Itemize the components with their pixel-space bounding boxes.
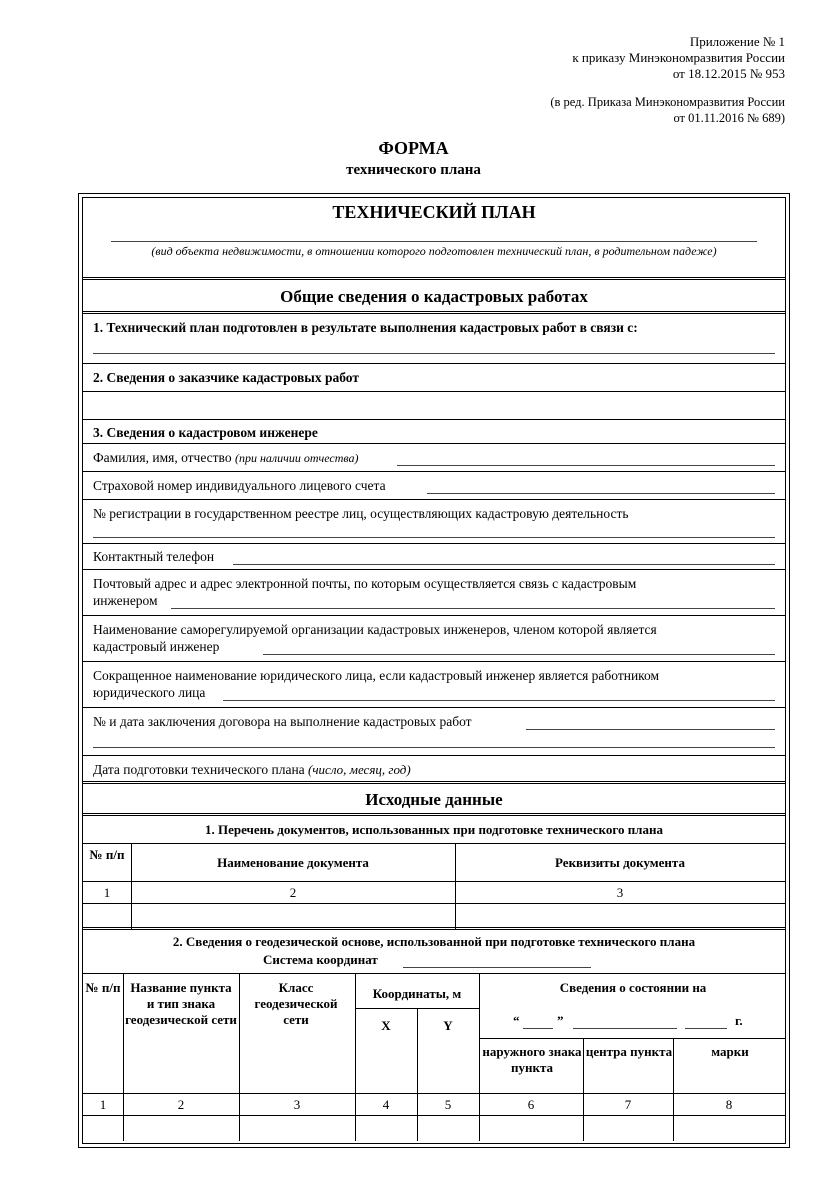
- engineer-label: 3. Сведения о кадастровом инженере: [93, 425, 318, 440]
- geo-num-divider-78: [673, 1094, 674, 1116]
- sro-field[interactable]: [263, 654, 775, 655]
- geo-num-6: 6: [527, 1097, 535, 1112]
- docs-numbers-row: [83, 882, 785, 904]
- geo-col-y: Y: [443, 1018, 453, 1033]
- docs-col-details: Реквизиты документа: [555, 855, 685, 870]
- address-label-cont: инженером: [93, 593, 158, 608]
- geo-title: 2. Сведения о геодезической основе, использованной при подготовке технического плана: [172, 934, 696, 949]
- general-section-header: [83, 280, 785, 314]
- state-year-label: г.: [735, 1013, 743, 1028]
- object-type-hint: (вид объекта недвижимости, в отношении которого подготовлен технический план, в родительном падеже): [151, 244, 717, 258]
- docs-col-name: Наименование документа: [217, 855, 369, 870]
- geo-numbers-row: [83, 1094, 785, 1116]
- state-month-field[interactable]: [573, 1028, 677, 1029]
- source-section-header: [83, 784, 785, 816]
- geo-num-divider-xy: [417, 1094, 418, 1116]
- state-date-close: ”: [557, 1013, 564, 1028]
- docs-divider-1: [131, 844, 132, 930]
- state-day-field[interactable]: [523, 1028, 553, 1029]
- appendix-note: [572, 34, 785, 82]
- registry-row: [83, 500, 785, 544]
- plan-title-block: [83, 198, 785, 280]
- state-year-field[interactable]: [685, 1028, 727, 1029]
- address-label: Почтовый адрес и адрес электронной почты, по которым осуществляется связь с кадастровым: [93, 576, 637, 591]
- docs-num-2: 2: [289, 885, 297, 900]
- geo-divider-2: [239, 974, 240, 1141]
- docs-empty-row[interactable]: [83, 904, 785, 930]
- fio-text: Фамилия, имя, отчество: [93, 450, 232, 465]
- geo-col-outer: наружного знака пункта: [482, 1044, 582, 1075]
- geo-divider-4: [479, 974, 480, 1141]
- org-field[interactable]: [223, 700, 775, 701]
- org-label: Сокращенное наименование юридического лица, если кадастровый инженер является работником: [93, 668, 660, 683]
- docs-title-row: [83, 816, 785, 844]
- geo-num-1: 1: [99, 1097, 107, 1112]
- geo-title-row: [83, 930, 785, 974]
- registry-label: № регистрации в государственном реестре лиц, осуществляющих кадастровую деятельность: [93, 506, 629, 521]
- phone-label: Контактный телефон: [93, 549, 215, 564]
- geo-num-7: 7: [624, 1097, 632, 1112]
- geo-empty-divider-67: [583, 1116, 584, 1141]
- order-date: от 18.12.2015 № 953: [672, 66, 785, 81]
- phone-row: [83, 544, 785, 570]
- geo-col-mark: марки: [711, 1044, 749, 1059]
- registry-field[interactable]: [93, 537, 775, 538]
- order-line: к приказу Минэкономразвития России: [572, 50, 785, 65]
- form-subtitle: технического плана: [346, 162, 481, 178]
- object-type-line[interactable]: [111, 241, 757, 242]
- date-text: Дата подготовки технического плана: [93, 762, 305, 777]
- outer-center-divider: [583, 1038, 584, 1094]
- geo-num-divider-67: [583, 1094, 584, 1116]
- fio-hint: (при наличии отчества): [234, 451, 359, 465]
- customer-field-row[interactable]: [83, 392, 785, 420]
- snils-field[interactable]: [427, 493, 775, 494]
- date-hint: (число, месяц, год): [308, 762, 411, 777]
- works-reason-row: [83, 314, 785, 364]
- geo-header-row: [83, 974, 785, 1094]
- docs-num-1: 1: [103, 885, 111, 900]
- geo-system-field[interactable]: [403, 967, 591, 968]
- sro-row: [83, 616, 785, 662]
- fio-field[interactable]: [397, 465, 775, 466]
- plan-title: ТЕХНИЧЕСКИЙ ПЛАН: [332, 202, 536, 222]
- docs-title: 1. Перечень документов, использованных при подготовке технического плана: [205, 822, 663, 837]
- phone-field[interactable]: [233, 564, 775, 565]
- geo-num-8: 8: [725, 1097, 733, 1112]
- edition-line-1: (в ред. Приказа Минэкономразвития России: [550, 95, 785, 109]
- docs-num-3: 3: [616, 885, 624, 900]
- snils-row: [83, 472, 785, 500]
- technical-plan-frame: [78, 193, 790, 1148]
- edition-note: [550, 94, 785, 126]
- technical-plan-body: [82, 197, 786, 1144]
- sro-label: Наименование саморегулируемой организации кадастровых инженеров, членом которой является: [93, 622, 657, 637]
- geo-divider-1: [123, 974, 124, 1141]
- edition-line-2: от 01.11.2016 № 689): [673, 111, 785, 125]
- date-label: [93, 762, 411, 778]
- geo-col-class: Класс геодезической сети: [254, 980, 338, 1027]
- geo-system-label: Система координат: [263, 952, 378, 967]
- geo-col-state: Сведения о состоянии на: [559, 980, 707, 995]
- sro-label-cont: кадастровый инженер: [93, 639, 220, 654]
- form-title: ФОРМА: [378, 138, 449, 158]
- customer-label: 2. Сведения о заказчике кадастровых работ: [93, 370, 359, 385]
- center-mark-divider: [673, 1038, 674, 1094]
- works-reason-label: 1. Технический план подготовлен в результате выполнения кадастровых работ в связи с:: [93, 320, 638, 335]
- general-section-title: Общие сведения о кадастровых работах: [280, 287, 588, 306]
- state-date-open: “: [513, 1013, 520, 1028]
- geo-col-name: Название пункта и тип знака геодезической сети: [125, 980, 237, 1027]
- geo-num-4: 4: [382, 1097, 390, 1112]
- geo-empty-row[interactable]: [83, 1116, 785, 1141]
- geo-num-3: 3: [293, 1097, 301, 1112]
- contract-row: [83, 708, 785, 756]
- geo-col-num: № п/п: [85, 980, 121, 995]
- x-y-divider: [417, 1008, 418, 1094]
- geo-col-x: X: [381, 1018, 391, 1033]
- geo-empty-divider-xy: [417, 1116, 418, 1141]
- date-row: [83, 756, 785, 784]
- geo-num-5: 5: [444, 1097, 452, 1112]
- works-reason-field[interactable]: [93, 353, 775, 354]
- org-row: [83, 662, 785, 708]
- contract-field[interactable]: [526, 729, 775, 730]
- state-divider: [479, 1038, 785, 1039]
- address-field[interactable]: [171, 608, 775, 609]
- source-section-title: Исходные данные: [365, 790, 503, 809]
- fio-label: [93, 450, 359, 466]
- geo-divider-3: [355, 974, 356, 1141]
- appendix-label: Приложение № 1: [689, 34, 785, 49]
- geo-col-coords: Координаты, м: [372, 986, 462, 1001]
- docs-col-num: № п/п: [89, 847, 125, 862]
- engineer-fio-row: [83, 444, 785, 472]
- org-label-cont: юридического лица: [93, 685, 206, 700]
- geo-col-center: центра пункта: [585, 1044, 673, 1059]
- contract-label: № и дата заключения договора на выполнение кадастровых работ: [93, 714, 472, 729]
- docs-header-row: [83, 844, 785, 882]
- engineer-header-row: [83, 420, 785, 444]
- snils-label: Страховой номер индивидуального лицевого счета: [93, 478, 386, 493]
- address-row: [83, 570, 785, 616]
- docs-divider-2: [455, 844, 456, 930]
- geo-num-2: 2: [177, 1097, 185, 1112]
- geo-empty-divider-78: [673, 1116, 674, 1141]
- contract-field-2[interactable]: [93, 747, 775, 748]
- customer-header-row: [83, 364, 785, 392]
